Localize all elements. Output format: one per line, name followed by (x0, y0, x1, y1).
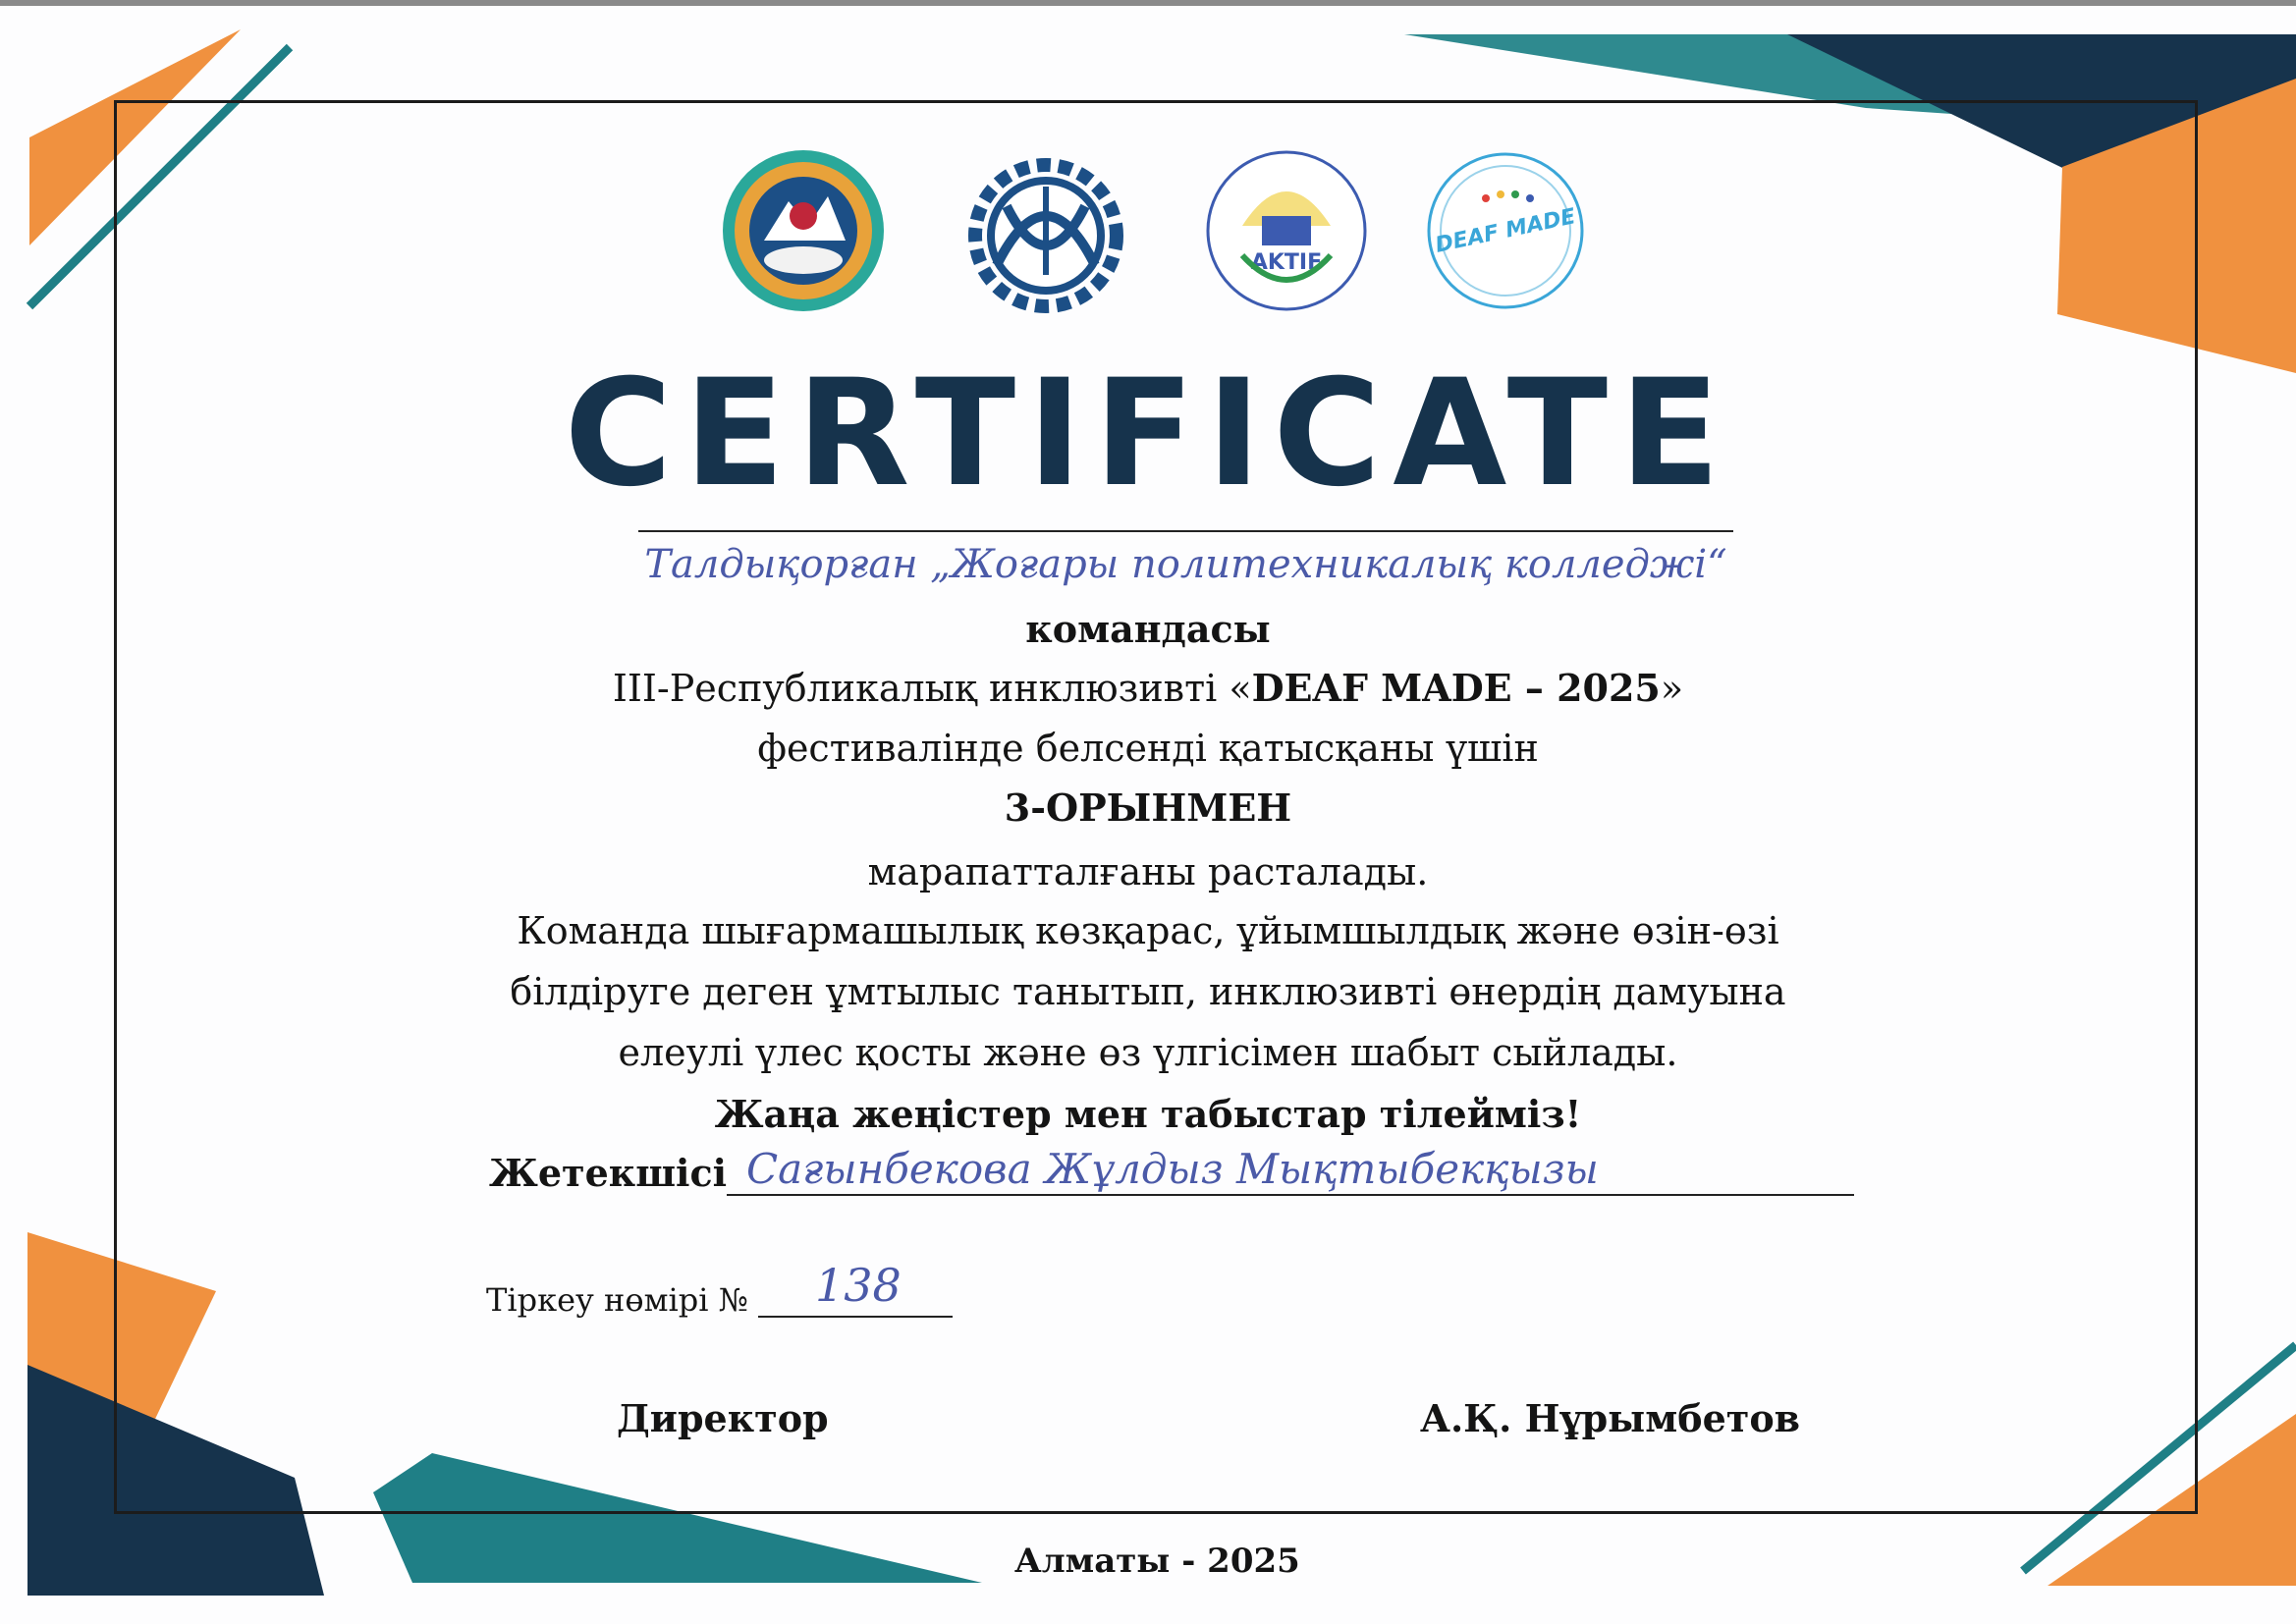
festival-name: DEAF MADE – 2025 (1251, 666, 1661, 710)
team-name-handwritten: Талдықорған „Жоғары политехникалық колледжі“ (644, 542, 1727, 587)
college-gear-icon (962, 147, 1129, 314)
aktif-emblem-icon (1203, 147, 1370, 314)
certificate-title: CERTIFICATE (564, 349, 1732, 519)
body-line-3: елеулі үлес қосты және өз үлгісімен шабыт сыйлады. (618, 1031, 1678, 1074)
svg-text:DEAF MADE: DEAF MADE (1433, 204, 1578, 258)
festival-suffix: » (1660, 667, 1684, 710)
registration-label: Тіркеу нөмірі № (486, 1281, 748, 1319)
director-name: А.Қ. Нұрымбетов (1420, 1396, 1801, 1440)
supervisor-line (727, 1194, 1854, 1196)
logo-row (0, 147, 2296, 314)
place-text: 3-ОРЫНМЕН (1004, 785, 1292, 830)
footer-city-year: Алматы - 2025 (1014, 1542, 1300, 1581)
svg-text:AKTIF: AKTIF (1250, 250, 1323, 275)
team-label: командасы (1025, 607, 1271, 651)
director-label: Директор (617, 1396, 829, 1440)
registration-number-handwritten: 138 (815, 1259, 902, 1312)
awarded-line: марапатталғаны расталады. (867, 850, 1429, 893)
registration-line (758, 1316, 953, 1318)
supervisor-name-handwritten: Сағынбекова Жұлдыз Мықтыбекқызы (746, 1145, 1599, 1193)
team-name-line (638, 530, 1733, 532)
body-line-1: Команда шығармашылық көзқарас, ұйымшылдық және өзін-өзі (517, 909, 1779, 952)
participation-line: фестивалінде белсенді қатысқаны үшін (757, 727, 1539, 770)
festival-line (0, 666, 2296, 710)
supervisor-label: Жетекшісі (489, 1151, 728, 1195)
almaty-emblem-icon (720, 147, 887, 314)
festival-prefix: III-Республикалық инклюзивті « (612, 667, 1252, 710)
body-line-2: білдіруге деген ұмтылыс танытып, инклюзивті өнердің дамуына (510, 970, 1786, 1013)
deaf-made-icon (1422, 147, 1589, 314)
wish-line: Жаңа жеңістер мен табыстар тілейміз! (714, 1092, 1582, 1136)
